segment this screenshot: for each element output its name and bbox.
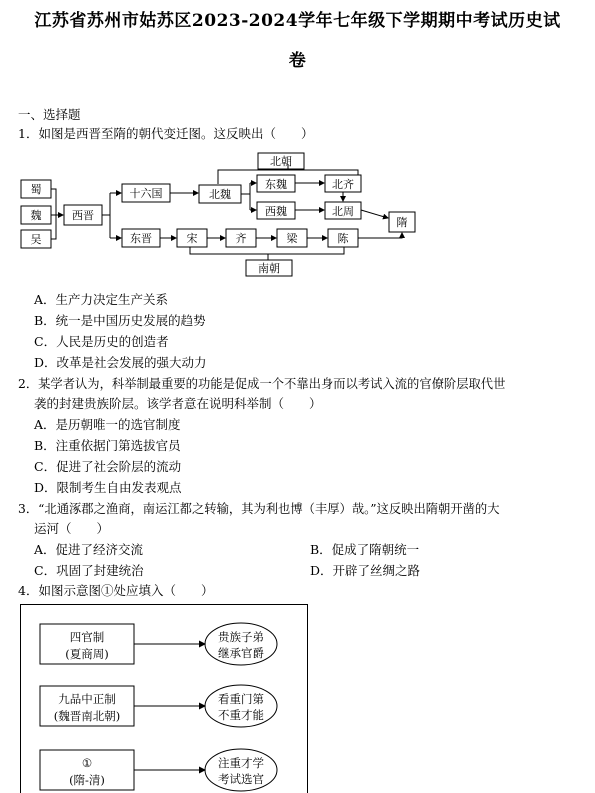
q4-stem: 4．如图示意图①处应填入（ ） (18, 583, 214, 598)
q3-stem-line2: 运河（ ） (34, 521, 110, 536)
label-xijin: 西晋 (72, 209, 94, 222)
label-sui: 隋 (396, 216, 408, 229)
row3-left-line1: ① (81, 756, 93, 770)
label-song: 宋 (186, 232, 198, 245)
q3-stem-line1: 3．“北通涿郡之渔商，南运江都之转输，其为利也博（丰厚）哉。”这反映出隋朝开凿的大 (18, 502, 500, 516)
q2-stem-line2: 袭的封建贵族阶层。该学者意在说明科举制（ ） (34, 396, 322, 411)
section-heading: 一、选择题 (18, 107, 81, 122)
row2-right-line1: 看重门第 (218, 692, 264, 706)
label-xiwei: 西魏 (265, 205, 287, 218)
row1-right-line2: 继承官爵 (218, 646, 264, 660)
q1-option-b: B．统一是中国历史发展的趋势 (34, 313, 206, 328)
q2-option-c: C．促进了社会阶层的流动 (34, 459, 182, 474)
label-beichao: 北朝 (270, 155, 292, 168)
row3-left-line2: (隋-清) (69, 773, 105, 787)
label-qi: 齐 (235, 232, 247, 245)
row2-left-line2: (魏晋南北朝) (53, 709, 121, 723)
q1-stem: 1．如图是西晋至隋的朝代变迁图。这反映出（ ） (18, 126, 314, 141)
label-beiqi: 北齐 (332, 178, 354, 191)
label-liang: 梁 (286, 232, 298, 245)
q1-dynasty-diagram (18, 150, 418, 280)
label-beizhou: 北周 (332, 205, 354, 218)
q2-stem-line1: 2．某学者认为，科举制最重要的功能是促成一个不靠出身而以考试入流的官僚阶层取代世 (18, 377, 506, 391)
row3-right-line2: 考试选官 (218, 772, 264, 786)
label-dongjin: 东晋 (130, 232, 152, 245)
q4-system-diagram (20, 604, 310, 793)
row3-right-line1: 注重才学 (218, 756, 264, 770)
paper-title-line2: 卷 (288, 51, 307, 71)
row2-left-line1: 九品中正制 (58, 692, 116, 706)
q1-option-a: A．生产力决定生产关系 (34, 292, 169, 307)
q1-option-d: D．改革是社会发展的强大动力 (34, 355, 207, 370)
label-beiwei: 北魏 (209, 188, 231, 201)
label-shiliuguo: 十六国 (129, 187, 163, 200)
label-wei: 魏 (30, 209, 42, 222)
q3-option-a: A．促进了经济交流 (34, 542, 144, 557)
label-dongwei: 东魏 (265, 178, 287, 191)
label-chen: 陈 (337, 232, 349, 245)
q3-option-d: D．开辟了丝绸之路 (310, 563, 421, 578)
q3-option-b: B．促成了隋朝统一 (310, 542, 420, 557)
row1-right-line1: 贵族子弟 (218, 630, 264, 644)
q2-option-d: D．限制考生自由发表观点 (34, 480, 182, 495)
row2-right-line2: 不重才能 (218, 708, 264, 722)
row1-left-line1: 四官制 (69, 630, 105, 644)
q1-option-c: C．人民是历史的创造者 (34, 334, 169, 349)
q2-option-a: A．是历朝唯一的选官制度 (34, 417, 181, 432)
label-wu: 吴 (30, 233, 42, 246)
q3-option-c: C．巩固了封建统治 (34, 563, 144, 578)
paper-title-line1: 江苏省苏州市姑苏区2023-2024学年七年级下学期期中考试历史试 (34, 11, 561, 31)
label-nanchao: 南朝 (258, 262, 280, 275)
label-shu: 蜀 (30, 183, 42, 196)
row1-left-line2: (夏商周) (65, 647, 109, 661)
q2-option-b: B．注重依据门第选拔官员 (34, 438, 181, 453)
